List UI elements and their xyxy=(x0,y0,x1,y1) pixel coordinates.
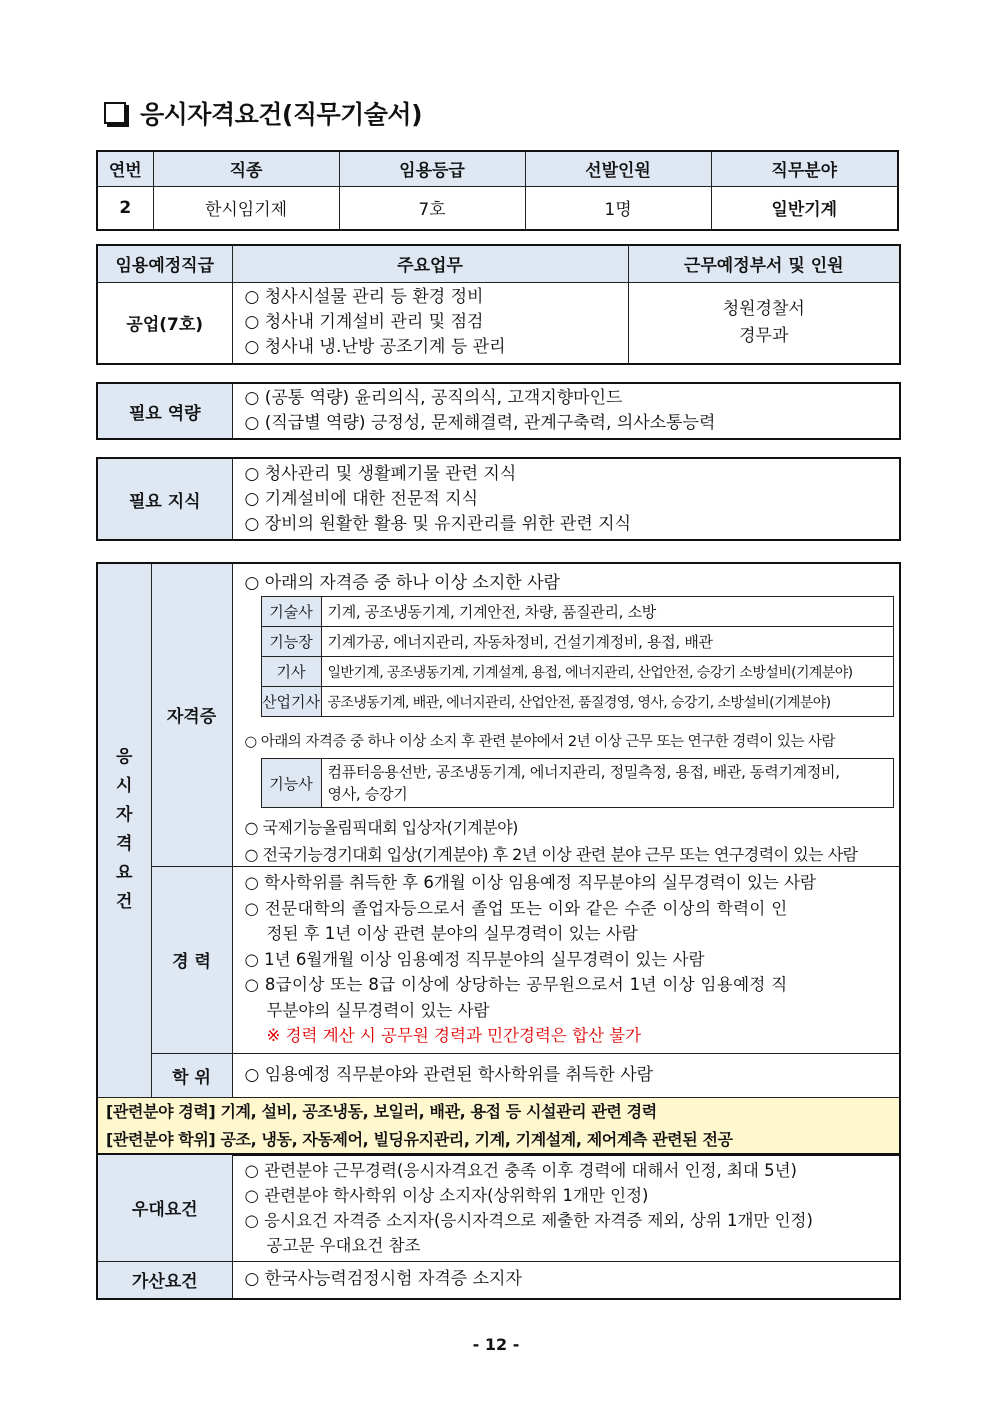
competency-table xyxy=(96,382,901,440)
department-value xyxy=(628,282,900,364)
license-table xyxy=(261,596,894,717)
label-char: 자 xyxy=(116,805,133,826)
preference-item: ○ 응시요건 자격증 소지자(응시자격으로 제출한 자격증 제외, 상위 1개만 인정) xyxy=(244,1210,813,1230)
header-job-type: 직종 xyxy=(153,151,339,186)
header-number: 연번 xyxy=(97,151,153,186)
department-line: 경무과 xyxy=(739,325,789,346)
license-kind: 기술사 xyxy=(261,597,321,627)
task-item: ○ 청사내 기계설비 관리 및 점검 xyxy=(244,312,484,333)
task-item: ○ 청사내 냉․난방 공조기계 등 관리 xyxy=(244,337,506,358)
duties-table xyxy=(96,244,901,365)
header-main-tasks: 주요업무 xyxy=(232,245,628,282)
license-intro: ○ 아래의 자격증 중 하나 이상 소지한 사람 xyxy=(244,573,560,593)
career-item: ○ 8급이상 또는 8급 이상에 상당하는 공무원으로서 1년 이상 임용예정 직 xyxy=(244,975,788,995)
career-item: ○ 학사학위를 취득한 후 6개월 이상 임용예정 직무분야의 실무경력이 있는 사람 xyxy=(244,873,816,893)
knowledge-item: ○ 장비의 원활한 활용 및 유지관리를 위한 관련 지식 xyxy=(244,513,632,534)
competency-item: ○ (직급별 역량) 긍정성, 문제해결력, 관계구축력, 의사소통능력 xyxy=(244,413,716,433)
value-headcount: 1명 xyxy=(525,186,711,230)
license-extra-item: ○ 국제기능올림픽대회 입상자(기계분야) xyxy=(244,818,518,837)
license-list: 일반기계, 공조냉동기계, 기계설계, 용접, 에너지관리, 산업안전, 승강기 소방설비(기계분야) xyxy=(321,657,893,687)
knowledge-list xyxy=(232,458,900,540)
checkbox-square-icon xyxy=(104,102,126,124)
license-cell xyxy=(232,563,900,866)
degree-item: ○ 임용예정 직무분야와 관련된 학사학위를 취득한 사람 xyxy=(232,1053,900,1097)
value-number: 2 xyxy=(97,186,153,230)
license-extra-item: ○ 전국기능경기대회 입상(기계분야) 후 2년 이상 관련 분야 근무 또는 연구경력이 있는 사람 xyxy=(244,845,858,864)
preference-item: ○ 관련분야 근무경력(응시자격요건 충족 이후 경력에 대해서 인정, 최대 5년) xyxy=(244,1160,797,1180)
value-field: 일반기계 xyxy=(711,186,898,230)
related-career: [관련분야 경력] 기계, 설비, 공조냉동, 보일러, 배관, 용접 등 시설관리 관련 경력 xyxy=(106,1101,657,1121)
license-kind: 산업기사 xyxy=(261,687,321,717)
license-kind: 기능장 xyxy=(261,627,321,657)
preference-item: 공고문 우대요건 참조 xyxy=(266,1235,421,1255)
header-department: 근무예정부서 및 인원 xyxy=(628,245,900,282)
license-extra xyxy=(245,814,858,868)
preference-list xyxy=(232,1154,900,1261)
competency-item: ○ (공통 역량) 윤리의식, 공직의식, 고객지향마인드 xyxy=(244,388,623,408)
label-char: 요 xyxy=(116,863,133,884)
craftsman-line: 컴퓨터응용선반, 공조냉동기계, 에너지관리, 정밀측정, 용접, 배관, 동력기계정비, xyxy=(327,763,840,781)
craftsman-list xyxy=(321,759,893,808)
preference-table xyxy=(96,1153,901,1300)
career-item: ○ 1년 6월개월 이상 임용예정 직무분야의 실무경력이 있는 사람 xyxy=(244,949,705,969)
task-item: ○ 청사시설물 관리 등 환경 정비 xyxy=(244,287,484,308)
career-item: 정된 후 1년 이상 관련 분야의 실무경력이 있는 사람 xyxy=(266,924,638,944)
bonus-item: ○ 한국사능력검정시험 자격증 소지자 xyxy=(232,1261,900,1299)
career-item: ○ 전문대학의 졸업자등으로서 졸업 또는 이와 같은 수준 이상의 학력이 인 xyxy=(244,898,788,918)
header-headcount: 선발인원 xyxy=(525,151,711,186)
license-list: 기계, 공조냉동기계, 기계안전, 차량, 품질관리, 소방 xyxy=(321,597,893,627)
related-fields xyxy=(97,1097,900,1155)
label-char: 건 xyxy=(116,892,133,913)
page-title-row xyxy=(104,96,422,130)
qualification-vertical-label xyxy=(97,563,151,1097)
rank-value: 공업(7호) xyxy=(97,282,232,364)
label-char: 시 xyxy=(116,776,133,797)
career-item: 무분야의 실무경력이 있는 사람 xyxy=(266,1000,490,1020)
license-kind: 기사 xyxy=(261,657,321,687)
craftsman-kind: 기능사 xyxy=(261,759,321,808)
value-job-type: 한시임기제 xyxy=(153,186,339,230)
header-rank: 임용예정직급 xyxy=(97,245,232,282)
knowledge-item: ○ 청사관리 및 생활폐기물 관련 지식 xyxy=(244,463,517,484)
header-grade: 임용등급 xyxy=(339,151,525,186)
knowledge-item: ○ 기계설비에 대한 전문적 지식 xyxy=(244,488,479,509)
craftsman-table xyxy=(261,758,894,808)
header-field: 직무분야 xyxy=(711,151,898,186)
preference-item: ○ 관련분야 학사학위 이상 소지자(상위학위 1개만 인정) xyxy=(244,1185,649,1205)
knowledge-table xyxy=(96,457,901,541)
career-note: ※ 경력 계산 시 공무원 경력과 민간경력은 합산 불가 xyxy=(266,1026,642,1046)
preference-label: 우대요건 xyxy=(97,1154,232,1261)
competency-label: 필요 역량 xyxy=(97,383,232,439)
competency-list xyxy=(232,383,900,439)
department-line: 청원경찰서 xyxy=(722,298,805,319)
label-char: 격 xyxy=(116,834,133,855)
license-intro-2: ○ 아래의 자격증 중 하나 이상 소지 후 관련 분야에서 2년 이상 근무 또는 연구한 경력이 있는 사람 xyxy=(244,734,835,750)
license-list: 공조냉동기계, 배관, 에너지관리, 산업안전, 품질경영, 영사, 승강기, 소방설비(기계분야) xyxy=(321,687,893,717)
page-number: - 12 - xyxy=(472,1335,520,1354)
label-char: 응 xyxy=(116,747,133,768)
related-degree: [관련분야 학위] 공조, 냉동, 자동제어, 빌딩유지관리, 기계, 기계설계, 제어계측 관련된 전공 xyxy=(106,1129,733,1149)
craftsman-line: 영사, 승강기 xyxy=(327,785,408,803)
license-label: 자격증 xyxy=(151,563,232,866)
qualification-table xyxy=(96,562,901,1156)
page-title: 응시자격요건(직무기술서) xyxy=(140,100,423,129)
career-list xyxy=(232,866,900,1053)
degree-label: 학 위 xyxy=(151,1053,232,1097)
knowledge-label: 필요 지식 xyxy=(97,458,232,540)
license-list: 기계가공, 에너지관리, 자동차정비, 건설기계정비, 용접, 배관 xyxy=(321,627,893,657)
bonus-label: 가산요건 xyxy=(97,1261,232,1299)
value-grade: 7호 xyxy=(339,186,525,230)
tasks-list xyxy=(232,282,628,364)
summary-table xyxy=(96,150,899,231)
career-label: 경 력 xyxy=(151,866,232,1053)
